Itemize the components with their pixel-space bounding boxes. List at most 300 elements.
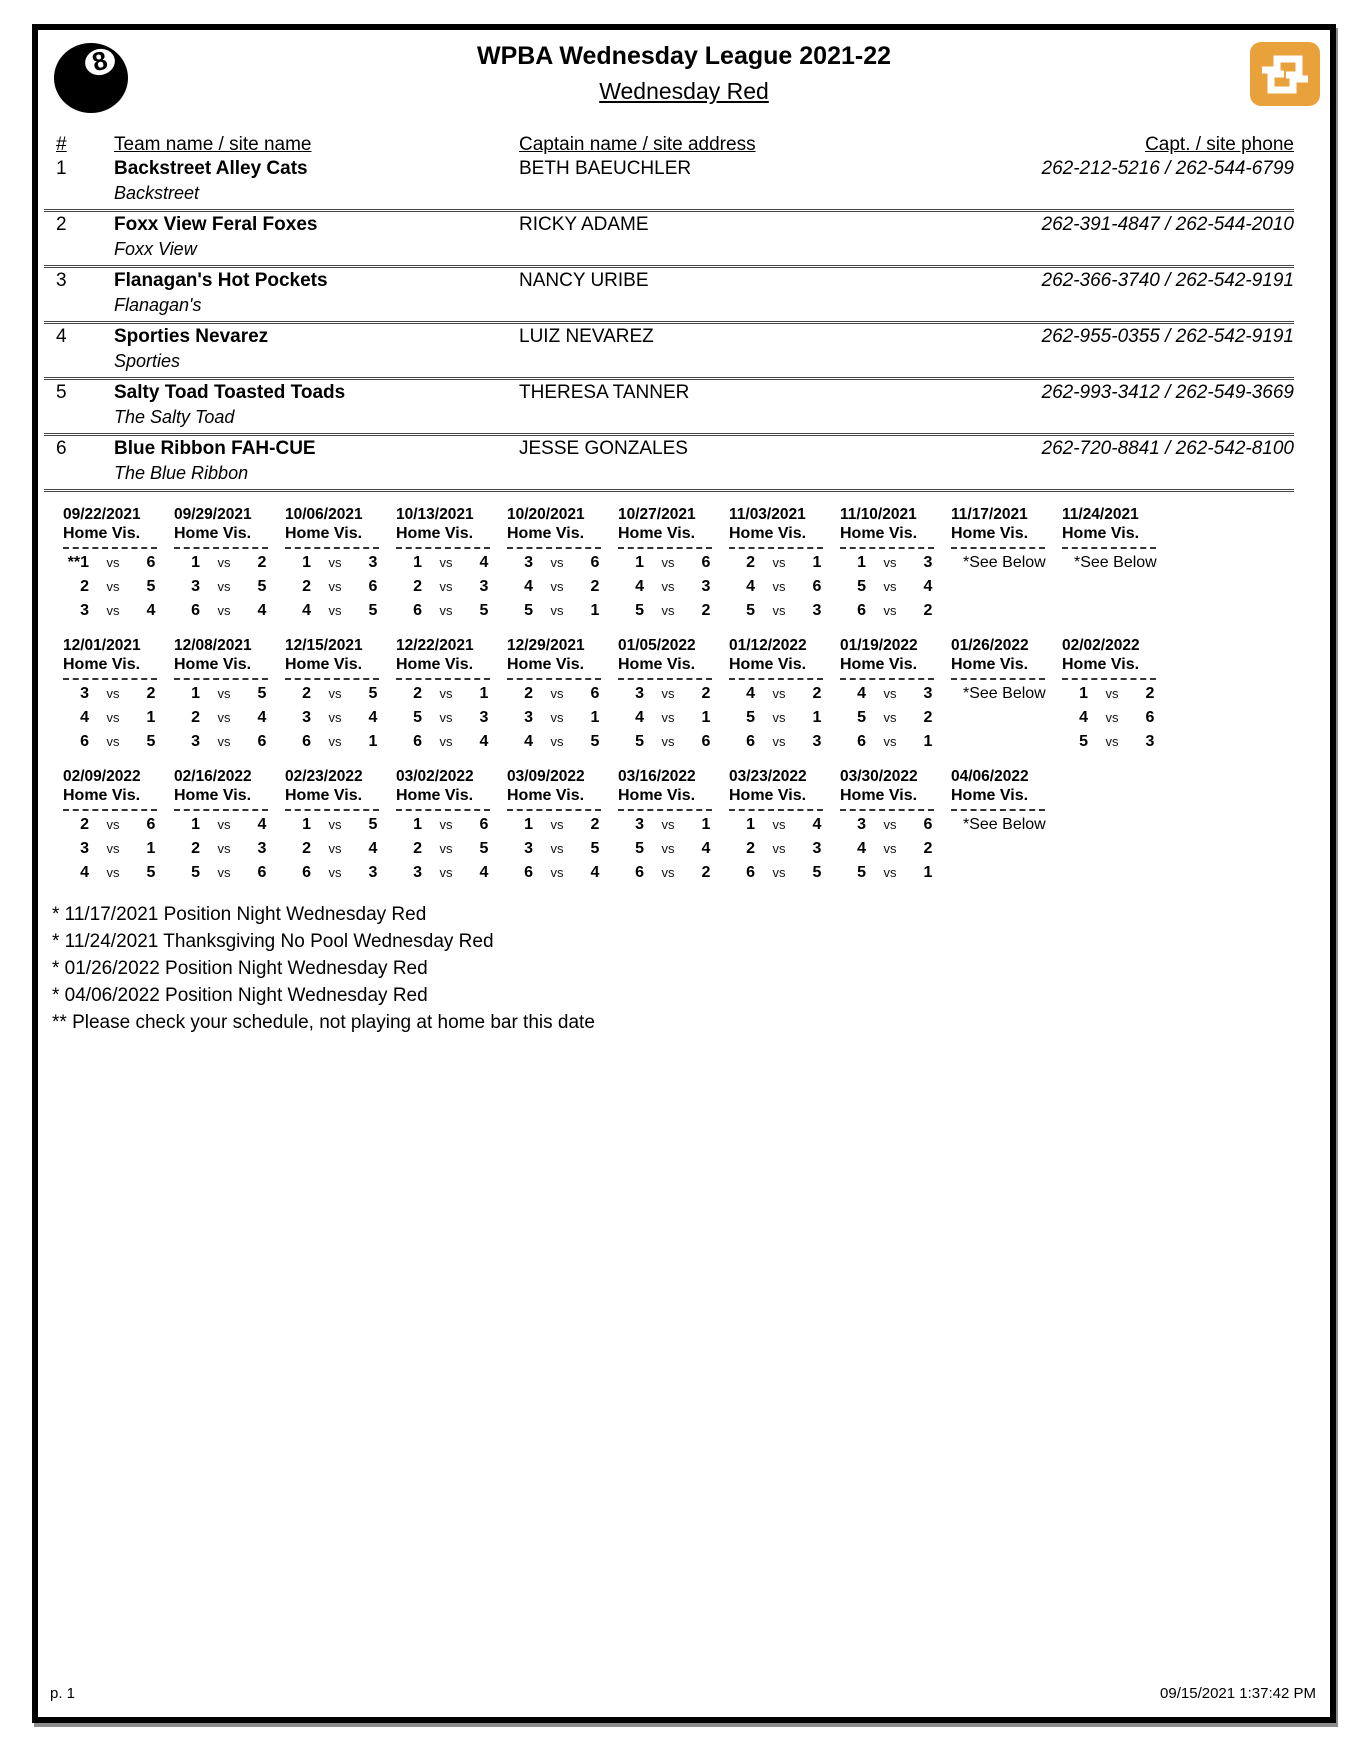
home-team-number: 2 bbox=[302, 685, 311, 702]
matchup-row bbox=[618, 861, 729, 885]
vs-label: vs bbox=[550, 734, 564, 749]
schedule-date: 03/23/2022 bbox=[729, 768, 807, 785]
schedule-week bbox=[63, 637, 174, 754]
vs-label: vs bbox=[328, 579, 342, 594]
eight-ball-icon bbox=[52, 40, 132, 119]
matchup-row bbox=[174, 706, 285, 730]
home-vis-label: Home Vis. bbox=[63, 656, 141, 673]
schedule-week bbox=[174, 637, 285, 754]
visitor-team-number: 1 bbox=[701, 709, 711, 726]
vs-label: vs bbox=[1105, 710, 1119, 725]
visitor-team-number: 1 bbox=[923, 864, 933, 881]
visitor-team-number: 5 bbox=[479, 840, 489, 857]
schedule-date: 03/02/2022 bbox=[396, 768, 474, 785]
team-row-main bbox=[44, 438, 1294, 460]
vs-label: vs bbox=[106, 686, 120, 701]
vs-label: vs bbox=[550, 686, 564, 701]
schedule-date: 11/03/2021 bbox=[729, 506, 806, 523]
vs-label: vs bbox=[883, 603, 897, 618]
visitor-team-number: 1 bbox=[923, 733, 933, 750]
home-team-number: 4 bbox=[635, 709, 644, 726]
vs-label: vs bbox=[661, 734, 675, 749]
home-team-number: 1 bbox=[635, 554, 644, 571]
vs-label: vs bbox=[106, 579, 120, 594]
matchup-row bbox=[840, 813, 951, 837]
schedule-week bbox=[840, 768, 951, 885]
dashed-divider bbox=[285, 678, 379, 680]
matchup-row bbox=[618, 813, 729, 837]
schedule-date: 02/16/2022 bbox=[174, 768, 252, 785]
home-team-number: 6 bbox=[302, 864, 311, 881]
vs-label: vs bbox=[772, 841, 786, 856]
schedule-week bbox=[285, 637, 396, 754]
schedule-date: 10/20/2021 bbox=[507, 506, 585, 523]
schedule-date: 01/12/2022 bbox=[729, 637, 807, 654]
dashed-divider bbox=[951, 809, 1045, 811]
home-team-number: 4 bbox=[524, 578, 533, 595]
vs-label: vs bbox=[772, 555, 786, 570]
home-team-number: 1 bbox=[857, 554, 866, 571]
matchup-row bbox=[618, 551, 729, 575]
visitor-team-number: 1 bbox=[368, 733, 378, 750]
matchup-row bbox=[729, 730, 840, 754]
matchup-row bbox=[396, 682, 507, 706]
matchup-row bbox=[396, 861, 507, 885]
visitor-team-number: 5 bbox=[479, 602, 489, 619]
schedule-week bbox=[729, 637, 840, 754]
vs-label: vs bbox=[661, 686, 675, 701]
home-team-number: 3 bbox=[80, 685, 89, 702]
home-team-number: 1 bbox=[191, 816, 200, 833]
matchup-row bbox=[63, 682, 174, 706]
see-below-note: *See Below bbox=[963, 554, 1046, 571]
dashed-divider bbox=[396, 547, 490, 549]
team-row bbox=[44, 158, 1294, 212]
schedule-week bbox=[1062, 506, 1173, 623]
teams-table-body bbox=[44, 158, 1294, 492]
matchup-row bbox=[840, 599, 951, 623]
schedule-row bbox=[63, 637, 1330, 754]
schedule-week bbox=[1062, 637, 1173, 754]
matchup-row bbox=[507, 575, 618, 599]
captain-name: LUIZ NEVAREZ bbox=[519, 326, 654, 347]
matchup-row bbox=[507, 551, 618, 575]
vs-label: vs bbox=[217, 817, 231, 832]
home-team-number: 5 bbox=[635, 840, 644, 857]
home-team-number: 2 bbox=[80, 816, 89, 833]
matchup-row bbox=[63, 837, 174, 861]
vs-label: vs bbox=[328, 603, 342, 618]
matchup-row bbox=[729, 813, 840, 837]
visitor-team-number: 4 bbox=[257, 602, 267, 619]
home-team-number: 2 bbox=[413, 578, 422, 595]
team-row-main bbox=[44, 326, 1294, 348]
visitor-team-number: 1 bbox=[146, 840, 156, 857]
matchup-row bbox=[1062, 682, 1173, 706]
team-row bbox=[44, 270, 1294, 324]
visitor-team-number: 4 bbox=[368, 709, 378, 726]
visitor-team-number: 3 bbox=[923, 554, 933, 571]
home-team-number: 1 bbox=[1079, 685, 1088, 702]
visitor-team-number: 5 bbox=[257, 685, 267, 702]
visitor-team-number: 5 bbox=[368, 602, 378, 619]
vs-label: vs bbox=[772, 817, 786, 832]
visitor-team-number: 5 bbox=[590, 840, 600, 857]
home-team-number: 5 bbox=[857, 709, 866, 726]
vs-label: vs bbox=[883, 734, 897, 749]
site-name: The Salty Toad bbox=[114, 407, 235, 427]
visitor-team-number: 1 bbox=[701, 816, 711, 833]
team-number: 3 bbox=[56, 270, 67, 291]
home-team-number: 2 bbox=[191, 840, 200, 857]
matchup-row bbox=[396, 575, 507, 599]
see-below-note: *See Below bbox=[963, 816, 1046, 833]
dashed-divider bbox=[174, 547, 268, 549]
matchup-row bbox=[174, 682, 285, 706]
dashed-divider bbox=[174, 678, 268, 680]
visitor-team-number: 3 bbox=[479, 709, 489, 726]
schedule-week bbox=[396, 637, 507, 754]
visitor-team-number: 3 bbox=[812, 733, 822, 750]
vs-label: vs bbox=[328, 555, 342, 570]
home-team-number: 2 bbox=[413, 685, 422, 702]
visitor-team-number: 5 bbox=[146, 864, 156, 881]
vs-label: vs bbox=[661, 710, 675, 725]
home-team-number: 5 bbox=[635, 602, 644, 619]
visitor-team-number: 5 bbox=[812, 864, 822, 881]
visitor-team-number: 5 bbox=[257, 578, 267, 595]
matchup-row bbox=[507, 599, 618, 623]
col-header-captain: Captain name / site address bbox=[519, 134, 756, 155]
visitor-team-number: 4 bbox=[479, 864, 489, 881]
home-vis-label: Home Vis. bbox=[396, 656, 474, 673]
matchup-row bbox=[1062, 730, 1173, 754]
schedule-week bbox=[63, 768, 174, 885]
visitor-team-number: 4 bbox=[146, 602, 156, 619]
schedule-week bbox=[174, 768, 285, 885]
schedule-date: 03/09/2022 bbox=[507, 768, 585, 785]
schedule-week bbox=[618, 768, 729, 885]
home-team-number: 5 bbox=[413, 709, 422, 726]
matchup-row bbox=[729, 682, 840, 706]
visitor-team-number: 2 bbox=[923, 840, 933, 857]
schedule-date: 01/26/2022 bbox=[951, 637, 1029, 654]
visitor-team-number: 2 bbox=[701, 685, 711, 702]
home-team-number: 5 bbox=[191, 864, 200, 881]
schedule-week bbox=[951, 768, 1062, 885]
visitor-team-number: 6 bbox=[257, 864, 267, 881]
team-row-main bbox=[44, 214, 1294, 236]
home-vis-label: Home Vis. bbox=[285, 787, 363, 804]
matchup-row bbox=[174, 551, 285, 575]
dashed-divider bbox=[63, 547, 157, 549]
dashed-divider bbox=[507, 678, 601, 680]
home-team-number: 3 bbox=[191, 733, 200, 750]
matchup-row bbox=[285, 837, 396, 861]
visitor-team-number: 1 bbox=[479, 685, 489, 702]
dashed-divider bbox=[729, 678, 823, 680]
vs-label: vs bbox=[439, 734, 453, 749]
schedule-date: 04/06/2022 bbox=[951, 768, 1029, 785]
matchup-row bbox=[285, 813, 396, 837]
schedule-grid bbox=[38, 506, 1330, 885]
visitor-team-number: 2 bbox=[701, 864, 711, 881]
schedule-week bbox=[840, 506, 951, 623]
dashed-divider bbox=[174, 809, 268, 811]
document-page bbox=[32, 24, 1336, 1723]
schedule-date: 03/16/2022 bbox=[618, 768, 696, 785]
home-team-number: 2 bbox=[302, 840, 311, 857]
home-vis-label: Home Vis. bbox=[618, 656, 696, 673]
home-team-number: 5 bbox=[635, 733, 644, 750]
site-name: The Blue Ribbon bbox=[114, 463, 249, 483]
vs-label: vs bbox=[106, 710, 120, 725]
matchup-row bbox=[396, 730, 507, 754]
vs-label: vs bbox=[217, 734, 231, 749]
home-team-number: 3 bbox=[413, 864, 422, 881]
matchup-row bbox=[507, 837, 618, 861]
vs-label: vs bbox=[772, 865, 786, 880]
vs-label: vs bbox=[439, 817, 453, 832]
site-name: Flanagan's bbox=[114, 295, 202, 315]
home-team-number: 3 bbox=[524, 840, 533, 857]
visitor-team-number: 3 bbox=[923, 685, 933, 702]
schedule-date: 12/01/2021 bbox=[63, 637, 141, 654]
team-name: Foxx View Feral Foxes bbox=[114, 214, 318, 235]
vs-label: vs bbox=[661, 841, 675, 856]
visitor-team-number: 1 bbox=[812, 709, 822, 726]
matchup-row bbox=[729, 861, 840, 885]
home-team-number: 3 bbox=[80, 840, 89, 857]
home-team-number: 3 bbox=[857, 816, 866, 833]
dashed-divider bbox=[63, 809, 157, 811]
visitor-team-number: 4 bbox=[257, 709, 267, 726]
home-team-number: 6 bbox=[746, 733, 755, 750]
home-team-number: 4 bbox=[80, 709, 89, 726]
captain-name: NANCY URIBE bbox=[519, 270, 649, 291]
vs-label: vs bbox=[661, 603, 675, 618]
home-team-number: 4 bbox=[80, 864, 89, 881]
captain-name: BETH BAEUCHLER bbox=[519, 158, 692, 179]
site-name: Sporties bbox=[114, 351, 181, 371]
footnote-line: * 11/24/2021 Thanksgiving No Pool Wednesday Red bbox=[52, 931, 494, 952]
matchup-row bbox=[1062, 706, 1173, 730]
home-team-number: 2 bbox=[80, 578, 89, 595]
vs-label: vs bbox=[328, 686, 342, 701]
matchup-row bbox=[840, 706, 951, 730]
page-number: p. 1 bbox=[50, 1685, 76, 1702]
dashed-divider bbox=[285, 547, 379, 549]
home-vis-label: Home Vis. bbox=[285, 525, 363, 542]
matchup-row bbox=[729, 575, 840, 599]
home-vis-label: Home Vis. bbox=[174, 787, 252, 804]
home-team-number: 3 bbox=[524, 709, 533, 726]
visitor-team-number: 5 bbox=[368, 685, 378, 702]
dashed-divider bbox=[507, 547, 601, 549]
visitor-team-number: 2 bbox=[701, 602, 711, 619]
team-row-main bbox=[44, 158, 1294, 180]
vs-label: vs bbox=[217, 710, 231, 725]
matchup-row bbox=[174, 813, 285, 837]
visitor-team-number: 3 bbox=[257, 840, 267, 857]
home-team-number: 6 bbox=[857, 733, 866, 750]
matchup-row bbox=[618, 682, 729, 706]
dashed-divider bbox=[507, 809, 601, 811]
home-team-number: 1 bbox=[746, 816, 755, 833]
schedule-week bbox=[285, 506, 396, 623]
visitor-team-number: 5 bbox=[146, 578, 156, 595]
team-row-main bbox=[44, 270, 1294, 292]
league-logo-icon bbox=[1250, 42, 1320, 111]
matchup-row bbox=[63, 706, 174, 730]
visitor-team-number: 2 bbox=[590, 816, 600, 833]
vs-label: vs bbox=[772, 579, 786, 594]
captain-name: JESSE GONZALES bbox=[519, 438, 688, 459]
visitor-team-number: 1 bbox=[812, 554, 822, 571]
visitor-team-number: 6 bbox=[590, 554, 600, 571]
visitor-team-number: 1 bbox=[590, 602, 600, 619]
vs-label: vs bbox=[328, 841, 342, 856]
dashed-divider bbox=[1062, 547, 1156, 549]
visitor-team-number: 6 bbox=[146, 816, 156, 833]
home-team-number: 2 bbox=[746, 554, 755, 571]
home-vis-label: Home Vis. bbox=[507, 525, 585, 542]
vs-label: vs bbox=[439, 555, 453, 570]
home-team-number: 1 bbox=[413, 816, 422, 833]
home-team-number: 1 bbox=[191, 554, 200, 571]
team-number: 1 bbox=[56, 158, 67, 179]
visitor-team-number: 6 bbox=[812, 578, 822, 595]
vs-label: vs bbox=[106, 841, 120, 856]
team-number: 6 bbox=[56, 438, 67, 459]
home-vis-label: Home Vis. bbox=[951, 525, 1029, 542]
schedule-week bbox=[285, 768, 396, 885]
home-team-number: 6 bbox=[191, 602, 200, 619]
vs-label: vs bbox=[883, 686, 897, 701]
home-team-number: 4 bbox=[746, 685, 755, 702]
schedule-date: 12/08/2021 bbox=[174, 637, 252, 654]
visitor-team-number: 4 bbox=[812, 816, 822, 833]
schedule-week bbox=[618, 506, 729, 623]
home-team-number: 4 bbox=[302, 602, 311, 619]
home-team-number: 2 bbox=[413, 840, 422, 857]
vs-label: vs bbox=[217, 555, 231, 570]
visitor-team-number: 3 bbox=[479, 578, 489, 595]
captain-phone: 262-993-3412 / 262-549-3669 bbox=[1041, 382, 1294, 403]
visitor-team-number: 3 bbox=[368, 554, 378, 571]
matchup-row bbox=[507, 861, 618, 885]
matchup-row bbox=[507, 730, 618, 754]
home-team-number: 4 bbox=[524, 733, 533, 750]
schedule-row bbox=[63, 506, 1330, 623]
matchup-row bbox=[285, 551, 396, 575]
vs-label: vs bbox=[328, 710, 342, 725]
matchup-row bbox=[396, 706, 507, 730]
home-team-number: 4 bbox=[1079, 709, 1088, 726]
schedule-week bbox=[951, 506, 1062, 623]
visitor-team-number: 5 bbox=[590, 733, 600, 750]
home-vis-label: Home Vis. bbox=[174, 525, 252, 542]
vs-label: vs bbox=[1105, 686, 1119, 701]
vs-label: vs bbox=[217, 841, 231, 856]
team-row-main bbox=[44, 382, 1294, 404]
schedule-date: 10/13/2021 bbox=[396, 506, 474, 523]
home-team-number: 2 bbox=[746, 840, 755, 857]
vs-label: vs bbox=[1105, 734, 1119, 749]
matchup-row bbox=[63, 575, 174, 599]
home-team-number: 2 bbox=[191, 709, 200, 726]
site-name: Backstreet bbox=[114, 183, 200, 203]
page-title: WPBA Wednesday League 2021-22 bbox=[476, 42, 892, 70]
visitor-team-number: 6 bbox=[479, 816, 489, 833]
vs-label: vs bbox=[439, 603, 453, 618]
team-number: 2 bbox=[56, 214, 67, 235]
visitor-team-number: 5 bbox=[146, 733, 156, 750]
vs-label: vs bbox=[550, 841, 564, 856]
visitor-team-number: 3 bbox=[1145, 733, 1155, 750]
dashed-divider bbox=[729, 809, 823, 811]
home-vis-label: Home Vis. bbox=[729, 656, 807, 673]
matchup-row bbox=[174, 575, 285, 599]
vs-label: vs bbox=[883, 710, 897, 725]
vs-label: vs bbox=[883, 555, 897, 570]
visitor-team-number: 4 bbox=[701, 840, 711, 857]
visitor-team-number: 4 bbox=[479, 733, 489, 750]
matchup-row bbox=[840, 861, 951, 885]
home-team-number: 6 bbox=[524, 864, 533, 881]
matchup-row bbox=[618, 730, 729, 754]
vs-label: vs bbox=[439, 579, 453, 594]
schedule-date: 11/24/2021 bbox=[1062, 506, 1139, 523]
vs-label: vs bbox=[106, 603, 120, 618]
captain-name: THERESA TANNER bbox=[519, 382, 690, 403]
schedule-week bbox=[729, 768, 840, 885]
home-team-number: 3 bbox=[302, 709, 311, 726]
matchup-row bbox=[618, 706, 729, 730]
visitor-team-number: 6 bbox=[923, 816, 933, 833]
schedule-week bbox=[507, 768, 618, 885]
vs-label: vs bbox=[550, 865, 564, 880]
schedule-week bbox=[840, 637, 951, 754]
matchup-row bbox=[729, 706, 840, 730]
vs-label: vs bbox=[661, 865, 675, 880]
visitor-team-number: 4 bbox=[479, 554, 489, 571]
matchup-row bbox=[63, 551, 174, 575]
matchup-row bbox=[285, 682, 396, 706]
team-row bbox=[44, 382, 1294, 436]
home-team-number: 4 bbox=[857, 840, 866, 857]
home-vis-label: Home Vis. bbox=[618, 525, 696, 542]
home-team-number: 6 bbox=[857, 602, 866, 619]
home-vis-label: Home Vis. bbox=[951, 787, 1029, 804]
page-header bbox=[38, 30, 1330, 126]
matchup-row bbox=[285, 599, 396, 623]
matchup-row bbox=[285, 706, 396, 730]
visitor-team-number: 2 bbox=[146, 685, 156, 702]
schedule-row bbox=[63, 768, 1330, 885]
home-vis-label: Home Vis. bbox=[63, 525, 141, 542]
home-team-number: 5 bbox=[857, 864, 866, 881]
home-team-number: 2 bbox=[302, 578, 311, 595]
dashed-divider bbox=[618, 678, 712, 680]
matchup-row bbox=[285, 861, 396, 885]
home-vis-label: Home Vis. bbox=[507, 656, 585, 673]
vs-label: vs bbox=[439, 710, 453, 725]
visitor-team-number: 2 bbox=[590, 578, 600, 595]
home-team-number: 1 bbox=[302, 554, 311, 571]
visitor-team-number: 6 bbox=[590, 685, 600, 702]
home-vis-label: Home Vis. bbox=[840, 656, 918, 673]
